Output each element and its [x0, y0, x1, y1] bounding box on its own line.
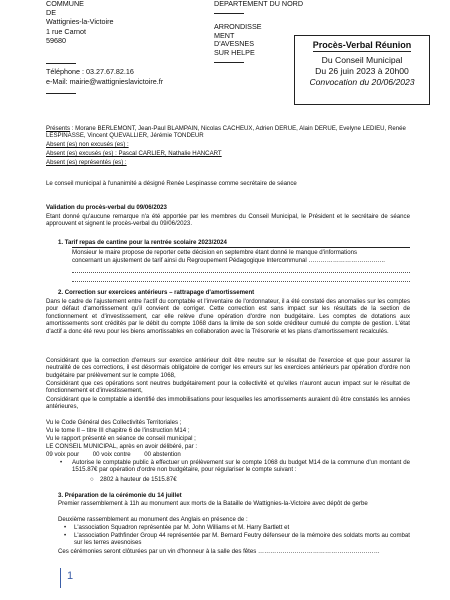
- validation-text: Etant donné qu'aucune remarque n'a été apportée par les membres du Conseil Municipal, le Président et le secrétaire de séance approuvent et signent le procès-verbal du 09/06/2023.: [46, 213, 410, 228]
- section-1-dotted-1: [72, 272, 410, 273]
- absent-excuses-text: Absent (es) excusés (es) : Pascal CARLIER, Nathalie HANCART: [46, 150, 222, 157]
- absent-non-excuses: Absent (es) non excusés (es) :: [46, 141, 129, 148]
- section-3-b1: L'association Squadron représentée par M. John Williams et M. Harry Bartlett et: [74, 524, 290, 531]
- absent-representes: Absent (es) représentés (es) :: [46, 159, 127, 166]
- section-1-dotted-2: [72, 281, 410, 282]
- section-2-bullet-icon: •: [60, 459, 63, 466]
- header-mid-rule-1: [214, 13, 244, 14]
- pv-title-underline: [313, 51, 411, 52]
- commune-name: Wattignies-la-Victoire: [46, 17, 114, 27]
- attendance-present: [46, 125, 410, 140]
- section-3-title: 3. Préparation de la cérémonie du 14 juillet: [58, 492, 182, 499]
- present-names: : Morane BERLEMONT, Jean-Paul BLAMPAIN, Nicolas CACHEUX, Adrien DERUE, Alain DERUE, Evelyne LEDIEU, Renée LESPINASSE, Vincent QUEVALLIER, Jérémie TONDEUR: [46, 125, 406, 140]
- proces-verbal-box: [294, 35, 430, 105]
- arr-line-4: SUR HELPE: [214, 47, 255, 57]
- section-1-title: 1. Tarif repas de cantine pour la rentrée scolaire 2023/2024: [58, 239, 227, 246]
- header-left-rule-2: [46, 93, 76, 94]
- arrondissement-block: [214, 23, 274, 57]
- arr-line-2: MENT: [214, 30, 235, 40]
- section-2-p3: Considérant que ces opérations sont neutres budgétairement pour la collectivité et qu'elles n'auront aucun impact sur le résultat de fonctionnement et d'investissement,: [46, 380, 410, 395]
- section-2-vu-2: Vu le tome II – titre III chapitre 6 de l'instruction M14 ;: [46, 427, 190, 434]
- commune-block: [46, 0, 176, 46]
- department: DEPARTEMENT DU NORD: [214, 0, 304, 8]
- section-3-bullet-icon-2: •: [64, 532, 67, 539]
- pv-title: Procès-Verbal Réunion: [312, 40, 412, 50]
- section-3-p1: Premier rassemblement à 11h au monument aux morts de la Bataille de Wattignies-la-Victoire avec dépôt de gerbe: [58, 500, 368, 507]
- section-3-p3: Ces cérémonies seront clôturées par un vin d'honneur à la salle des fêtes ……………………………………………………: [58, 548, 380, 555]
- section-2-votes: 09 voix pour 00 voix contre 00 abstention: [46, 451, 181, 458]
- section-1-text-1: Monsieur le maire propose de reporter cette décision en septembre étant donné le manque d'informations: [72, 249, 358, 256]
- secretary-line: Le conseil municipal à l'unanimité a désigné Renée Lespinasse comme secrétaire de séance: [46, 180, 297, 187]
- section-2-conseil: LE CONSEIL MUNICIPAL, après en avoir délibéré, par :: [46, 443, 198, 450]
- email: e-Mail: mairie@wattignieslavictoire.fr: [46, 77, 164, 86]
- section-1-text-2: concernant un ajustement de tarif ainsi du Regroupement Pédagogique Intercommunal ………………………………..: [72, 257, 385, 264]
- section-2-vu-3: Vu le rapport présenté en séance de conseil municipal ;: [46, 435, 196, 442]
- section-1-rule: [72, 247, 410, 248]
- pv-line-1: Du Conseil Municipal: [321, 55, 403, 65]
- pv-line-3: Convocation du 20/06/2023: [309, 77, 415, 87]
- section-2-circle-icon: ○: [90, 476, 94, 483]
- present-label: Présents: [46, 125, 71, 132]
- department-block: [214, 0, 314, 9]
- postcode: 59680: [46, 36, 66, 46]
- section-2-p1: Dans le cadre de l'ajustement entre l'actif du comptable et l'inventaire de l'ordonnateur, il a été constaté des anomalies sur les comptes pour défaut d'amortissement qu'il convient de corriger. Cette correction est sans impact sur les résultats de la section de fonctionnement et d'investissement, car elle relève d'une opération d'ordre non budgétaire. Les comptes de dotations aux amortissements sont crédités par le débit du compte 1068 dans la limite de son solde créditeur cumulé du compte de gestion. L'état d'actif a donc été revu pour les biens amortissables en collaboration avec la Trésorerie et les plans d'amortissement recalculés.: [46, 298, 410, 335]
- section-3-p2: Deuxième rassemblement au monument des Anglais en présence de :: [58, 516, 248, 523]
- page-number: 1: [67, 570, 74, 582]
- section-2-account: 2802 à hauteur de 1515.87€: [100, 476, 177, 483]
- section-2-p2: Considérant que la correction d'erreurs sur exercice antérieur doit être neutre sur le résultat de l'exercice et que pour assurer la neutralité de ces corrections, il est désormais obligatoire de corriger les erreurs sur les exercices antérieurs par opération d'ordre non budgétaire par prélèvement sur le compte 1068,: [46, 357, 410, 379]
- section-2-p4: Considérant que le comptable a identifié des immobilisations pour lesquelles les amortissements auraient dû être constatés les années antérieures,: [46, 396, 410, 411]
- absent-excuses: [46, 150, 222, 157]
- section-2-authorise: Autorise le comptable public à effectuer un prélèvement sur le compte 1068 du budget M14 de la commune d'un montant de 1515.87€ par opération d'ordre non budgétaire, pour régulariser le compte suivant :: [72, 459, 410, 474]
- validation-title: Validation du procès-verbal du 09/06/2023: [46, 204, 167, 211]
- arr-line-1: ARRONDISSE: [214, 22, 262, 31]
- section-3-b2: L'association Pathfinder Group 44 représentée par M. Bernard Feutry défenseur de la mémoire des soldats morts au combat sur les terres avesnoises: [74, 532, 410, 547]
- section-2-vu-1: Vu le Code Général des Collectivités Territoriales ;: [46, 419, 182, 426]
- pv-line-2: Du 26 juin 2023 à 20h00: [315, 66, 409, 76]
- arr-line-3: D'AVESNES: [214, 39, 254, 49]
- phone: Téléphone : 03.27.67.82.16: [46, 67, 134, 76]
- header-mid-rule-2: [214, 62, 244, 63]
- commune-de: DE: [46, 7, 56, 17]
- commune-label: COMMUNE: [46, 0, 84, 8]
- section-2-title: 2. Correction sur exercices antérieurs – rattrapage d'amortissement: [58, 289, 255, 296]
- section-3-bullet-icon-1: •: [64, 524, 67, 531]
- footer-bar: [60, 568, 61, 588]
- header-left-rule-1: [46, 63, 76, 64]
- street: 1 rue Carnot: [46, 26, 86, 36]
